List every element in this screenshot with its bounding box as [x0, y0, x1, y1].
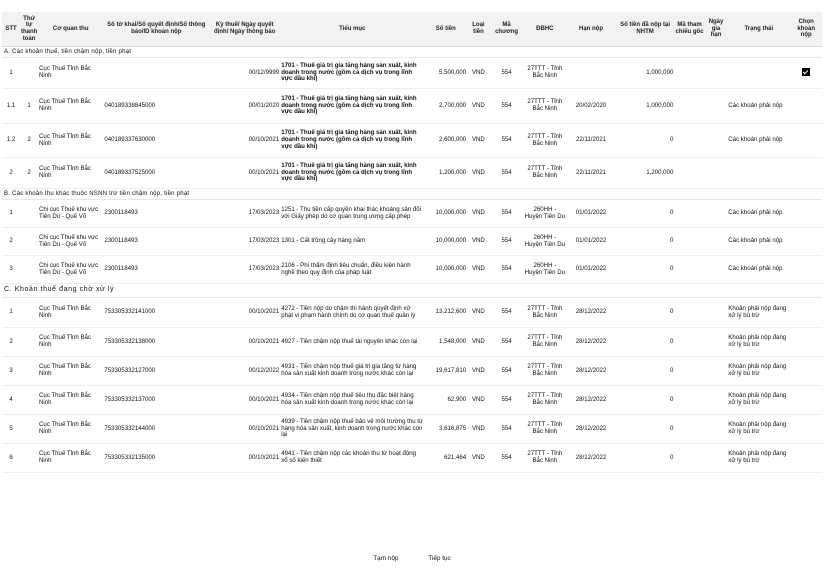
- table-row: [2, 256, 822, 284]
- col-stt: STT: [2, 12, 20, 47]
- cell-ngay-gia-han: [705, 386, 728, 415]
- cell-loai-tien: VND: [467, 256, 490, 284]
- cell-so-tien-nhtm: 0: [616, 386, 675, 415]
- col-tieu-muc: Tiểu mục: [280, 12, 424, 47]
- cell-so-to-khai: [103, 58, 209, 89]
- cell-tieu-muc: 4939 - Tiền chậm nộp thuế bảo vệ môi trường thu từ hàng hóa sản xuất, kinh doanh trong nước khác còn lại: [280, 415, 424, 444]
- cell-so-tien: 2,700,000: [424, 89, 467, 124]
- cell-stt: 4: [2, 386, 20, 415]
- cell-ky-thue: 00/10/2021: [209, 444, 280, 473]
- cell-so-to-khai: 753305332138000: [103, 328, 209, 357]
- cell-co-quan: Chi cục Thuế khu vực Tiên Du - Quế Võ: [38, 256, 103, 284]
- cell-so-tien-nhtm: 0: [616, 444, 675, 473]
- cell-stt: 3: [2, 357, 20, 386]
- cell-han-nop: 28/12/2022: [566, 357, 616, 386]
- cell-co-quan: Chi cục Thuế khu vực Tiên Du - Quế Võ: [38, 228, 103, 256]
- cell-ma-tham-chieu: [674, 386, 704, 415]
- cell-ma-tham-chieu: [674, 357, 704, 386]
- cell-loai-tien: VND: [467, 386, 490, 415]
- cell-so-to-khai: 040189338845000: [103, 89, 209, 124]
- section-title: A. Các khoản thuế, tiền chậm nộp, tiền phạt: [2, 47, 822, 58]
- cell-so-to-khai: 753305332144000: [103, 415, 209, 444]
- cell-so-tien: 621,464: [424, 444, 467, 473]
- cell-trang-thai: Khoản phải nộp đang xử lý bù trừ: [727, 328, 790, 357]
- cell-dbhc: 27TTT - Tỉnh Bắc Ninh: [523, 386, 566, 415]
- cell-tieu-muc: 1251 - Thu tiền cấp quyền khai thác khoáng sản đối với Giấy phép do cơ quan trung ương cấp phép: [280, 200, 424, 228]
- cell-ma-tham-chieu: [674, 415, 704, 444]
- cell-han-nop: 22/11/2021: [566, 124, 616, 158]
- cell-han-nop: 01/01/2022: [566, 256, 616, 284]
- cell-chon-khoan-nop: [790, 228, 822, 256]
- cell-ngay-gia-han: [705, 124, 728, 158]
- cell-dbhc: 260HH - Huyện Tiên Du: [523, 256, 566, 284]
- cell-so-tien-nhtm: 0: [616, 357, 675, 386]
- table-row: [2, 386, 822, 415]
- cell-so-to-khai: 2300118493: [103, 200, 209, 228]
- section-header-c: [2, 284, 822, 298]
- cell-stt: 2: [2, 328, 20, 357]
- cell-so-to-khai: 2300118493: [103, 256, 209, 284]
- cell-tieu-muc: 4927 - Tiền chậm nộp thuế tài nguyên khác còn lại: [280, 328, 424, 357]
- cell-loai-tien: VND: [467, 328, 490, 357]
- cell-so-to-khai: 040189337630000: [103, 124, 209, 158]
- cell-han-nop: 01/01/2022: [566, 228, 616, 256]
- table-row: [2, 298, 822, 328]
- cell-thu-tu: [20, 444, 38, 473]
- cell-ky-thue: 00/10/2021: [209, 158, 280, 189]
- cell-han-nop: 28/12/2022: [566, 415, 616, 444]
- cell-dbhc: 27TTT - Tỉnh Bắc Ninh: [523, 298, 566, 328]
- cell-han-nop: 20/02/2020: [566, 89, 616, 124]
- cell-ma-tham-chieu: [674, 298, 704, 328]
- cell-so-tien: 10,000,000: [424, 256, 467, 284]
- table-header-row: [2, 12, 822, 47]
- cell-dbhc: 260HH - Huyện Tiên Du: [523, 200, 566, 228]
- cell-ky-thue: 00/10/2021: [209, 328, 280, 357]
- cell-so-tien: 3,616,875: [424, 415, 467, 444]
- cell-ma-chuong: 554: [490, 298, 524, 328]
- cell-stt: 1: [2, 58, 20, 89]
- cell-stt: 1.2: [2, 124, 20, 158]
- cell-loai-tien: VND: [467, 158, 490, 189]
- cell-loai-tien: VND: [467, 444, 490, 473]
- cell-so-tien-nhtm: 0: [616, 228, 675, 256]
- cell-ngay-gia-han: [705, 200, 728, 228]
- cell-thu-tu: 2: [20, 158, 38, 189]
- cell-so-tien: 62,900: [424, 386, 467, 415]
- cell-tieu-muc: 1701 - Thuế giá trị gia tăng hàng sản xuất, kinh doanh trong nước (gồm cả dịch vụ trong lĩnh vực dầu khí): [280, 89, 424, 124]
- cell-dbhc: 27TTT - Tỉnh Bắc Ninh: [523, 444, 566, 473]
- cell-ky-thue: 00/10/2021: [209, 415, 280, 444]
- cell-thu-tu: [20, 386, 38, 415]
- cell-so-tien: 19,617,810: [424, 357, 467, 386]
- col-thu-tu: Thứ tự thanh toán: [20, 12, 38, 47]
- cell-chon-khoan-nop: [790, 200, 822, 228]
- cell-ngay-gia-han: [705, 298, 728, 328]
- cell-tieu-muc: 1701 - Thuế giá trị gia tăng hàng sản xuất, kinh doanh trong nước (gồm cả dịch vụ trong lĩnh vực dầu khí): [280, 158, 424, 189]
- cell-chon-khoan-nop: [790, 328, 822, 357]
- cell-dbhc: 27TTT - Tỉnh Bắc Ninh: [523, 328, 566, 357]
- cell-tieu-muc: 4272 - Tiền nộp do chậm thi hành quyết định xử phạt vi phạm hành chính do cơ quan thuế quản lý: [280, 298, 424, 328]
- cell-so-to-khai: 2300118493: [103, 228, 209, 256]
- cell-chon-khoan-nop: [790, 415, 822, 444]
- cell-co-quan: Cục Thuế Tỉnh Bắc Ninh: [38, 386, 103, 415]
- cell-trang-thai: Khoản phải nộp đang xử lý bù trừ: [727, 415, 790, 444]
- cell-loai-tien: VND: [467, 357, 490, 386]
- cell-trang-thai: Các khoản phải nộp: [727, 124, 790, 158]
- cell-dbhc: 27TTT - Tỉnh Bắc Ninh: [523, 158, 566, 189]
- cell-ngay-gia-han: [705, 58, 728, 89]
- cell-ma-chuong: 554: [490, 444, 524, 473]
- table-row: [2, 89, 822, 124]
- cell-thu-tu: [20, 357, 38, 386]
- cell-ma-chuong: 554: [490, 228, 524, 256]
- cell-ma-chuong: 554: [490, 89, 524, 124]
- cell-so-tien-nhtm: 0: [616, 328, 675, 357]
- cell-co-quan: Cục Thuế Tỉnh Bắc Ninh: [38, 415, 103, 444]
- cell-ma-chuong: 554: [490, 158, 524, 189]
- cell-co-quan: Cục Thuế Tỉnh Bắc Ninh: [38, 58, 103, 89]
- cell-ky-thue: 17/03/2023: [209, 200, 280, 228]
- cell-ma-chuong: 554: [490, 328, 524, 357]
- cell-stt: 3: [2, 256, 20, 284]
- footer-actions: [0, 555, 824, 562]
- cell-thu-tu: [20, 328, 38, 357]
- section-header-b: [2, 189, 822, 200]
- cell-ma-tham-chieu: [674, 328, 704, 357]
- col-ky-thue: Kỳ thuế/ Ngày quyết định/ Ngày thông báo: [209, 12, 280, 47]
- cell-so-tien: 5,500,000: [424, 58, 467, 89]
- cell-chon-khoan-nop: [790, 256, 822, 284]
- cell-so-tien-nhtm: 1,000,000: [616, 58, 675, 89]
- col-han-nop: Hạn nộp: [566, 12, 616, 47]
- cell-co-quan: Cục Thuế Tỉnh Bắc Ninh: [38, 357, 103, 386]
- cell-ky-thue: 17/03/2023: [209, 228, 280, 256]
- cell-tieu-muc: 1701 - Thuế giá trị gia tăng hàng sản xuất, kinh doanh trong nước (gồm cả dịch vụ trong lĩnh vực dầu khí): [280, 58, 424, 89]
- cell-ky-thue: 00/12/2022: [209, 357, 280, 386]
- col-so-tien-nhtm: Số tiền đã nộp tại NHTM: [616, 12, 675, 47]
- cell-ky-thue: 00/10/2021: [209, 386, 280, 415]
- cell-ngay-gia-han: [705, 256, 728, 284]
- cell-co-quan: Cục Thuế Tỉnh Bắc Ninh: [38, 124, 103, 158]
- cell-thu-tu: [20, 256, 38, 284]
- col-ma-chuong: Mã chương: [490, 12, 524, 47]
- cell-so-tien-nhtm: 1,000,000: [616, 89, 675, 124]
- col-ngay-gia-han: Ngày gia hạn: [705, 12, 728, 47]
- cell-so-to-khai: 753305332135000: [103, 444, 209, 473]
- cell-loai-tien: VND: [467, 124, 490, 158]
- cell-co-quan: Chi cục Thuế khu vực Tiên Du - Quế Võ: [38, 200, 103, 228]
- cell-ngay-gia-han: [705, 228, 728, 256]
- cell-dbhc: 27TTT - Tỉnh Bắc Ninh: [523, 124, 566, 158]
- cell-stt: 1: [2, 298, 20, 328]
- cell-chon-khoan-nop: [790, 89, 822, 124]
- tiep-tuc-button[interactable]: Tiếp tục: [428, 555, 451, 562]
- cell-thu-tu: 2: [20, 124, 38, 158]
- cell-so-tien: 2,600,000: [424, 124, 467, 158]
- cell-ma-chuong: 554: [490, 124, 524, 158]
- cell-chon-khoan-nop: [790, 386, 822, 415]
- table-row: [2, 158, 822, 189]
- cell-so-tien-nhtm: 0: [616, 415, 675, 444]
- cell-thu-tu: 1: [20, 89, 38, 124]
- cell-so-tien: 13,212,600: [424, 298, 467, 328]
- table-row: [2, 200, 822, 228]
- cell-thu-tu: [20, 58, 38, 89]
- cell-so-to-khai: 040189337525000: [103, 158, 209, 189]
- cell-trang-thai: Khoản phải nộp đang xử lý bù trừ: [727, 444, 790, 473]
- cell-trang-thai: Các khoản phải nộp: [727, 89, 790, 124]
- cell-thu-tu: [20, 415, 38, 444]
- cell-ngay-gia-han: [705, 415, 728, 444]
- cell-ky-thue: 00/10/2021: [209, 298, 280, 328]
- tam-nop-button[interactable]: Tạm nộp: [373, 555, 399, 562]
- cell-so-tien-nhtm: 0: [616, 256, 675, 284]
- col-co-quan-thu: Cơ quan thu: [38, 12, 103, 47]
- cell-han-nop: 28/12/2022: [566, 328, 616, 357]
- cell-ngay-gia-han: [705, 328, 728, 357]
- cell-co-quan: Cục Thuế Tỉnh Bắc Ninh: [38, 298, 103, 328]
- col-dbhc: ĐBHC: [523, 12, 566, 47]
- table-row: [2, 228, 822, 256]
- cell-ma-tham-chieu: [674, 58, 704, 89]
- cell-stt: 2: [2, 228, 20, 256]
- cell-trang-thai: Khoản phải nộp đang xử lý bù trừ: [727, 386, 790, 415]
- cell-ky-thue: 17/03/2023: [209, 256, 280, 284]
- cell-han-nop: [566, 58, 616, 89]
- cell-ma-chuong: 554: [490, 386, 524, 415]
- table-row: [2, 124, 822, 158]
- cell-so-tien-nhtm: 0: [616, 124, 675, 158]
- cell-ma-tham-chieu: [674, 228, 704, 256]
- col-loai-tien: Loại tiền: [467, 12, 490, 47]
- cell-ma-chuong: 554: [490, 357, 524, 386]
- cell-chon-khoan-nop: [790, 158, 822, 189]
- cell-co-quan: Cục Thuế Tỉnh Bắc Ninh: [38, 328, 103, 357]
- col-trang-thai: Trạng thái: [727, 12, 790, 47]
- cell-ky-thue: 00/01/2020: [209, 89, 280, 124]
- cell-loai-tien: VND: [467, 89, 490, 124]
- cell-so-to-khai: 753305332141000: [103, 298, 209, 328]
- cell-tieu-muc: 4931 - Tiền chậm nộp thuế giá trị gia tăng từ hàng hóa sản xuất kinh doanh trong nước khác còn lại: [280, 357, 424, 386]
- cell-ma-tham-chieu: [674, 200, 704, 228]
- cell-trang-thai: Các khoản phải nộp: [727, 256, 790, 284]
- cell-han-nop: 28/12/2022: [566, 444, 616, 473]
- cell-han-nop: 28/12/2022: [566, 386, 616, 415]
- cell-loai-tien: VND: [467, 228, 490, 256]
- cell-so-to-khai: 753305332127000: [103, 357, 209, 386]
- cell-ma-chuong: 554: [490, 200, 524, 228]
- cell-stt: 2: [2, 158, 20, 189]
- table-row: [2, 357, 822, 386]
- cell-chon-khoan-nop: [790, 124, 822, 158]
- cell-ma-chuong: 554: [490, 256, 524, 284]
- cell-co-quan: Cục Thuế Tỉnh Bắc Ninh: [38, 158, 103, 189]
- cell-dbhc: 27TTT - Tỉnh Bắc Ninh: [523, 58, 566, 89]
- section-title: B. Các khoản thu khác thuộc NSNN trừ tiền chậm nộp, tiền phạt: [2, 189, 822, 200]
- cell-so-to-khai: 753305332137000: [103, 386, 209, 415]
- cell-han-nop: 01/01/2022: [566, 200, 616, 228]
- cell-han-nop: 22/11/2021: [566, 158, 616, 189]
- cell-thu-tu: [20, 298, 38, 328]
- cell-trang-thai: Các khoản phải nộp: [727, 228, 790, 256]
- cell-thu-tu: [20, 228, 38, 256]
- section-title: C. Khoản thuế đang chờ xử lý: [2, 284, 822, 298]
- cell-tieu-muc: 4941 - Tiền chậm nộp các khoản thu từ hoạt động xổ số kiến thiết: [280, 444, 424, 473]
- cell-loai-tien: VND: [467, 415, 490, 444]
- col-chon-khoan-nop: Chọn khoản nộp: [790, 12, 822, 47]
- cell-so-tien: 10,000,000: [424, 200, 467, 228]
- cell-so-tien-nhtm: 0: [616, 298, 675, 328]
- cell-dbhc: 260HH - Huyện Tiên Du: [523, 228, 566, 256]
- cell-so-tien: 1,200,000: [424, 158, 467, 189]
- col-ma-tham-chieu: Mã tham chiếu gốc: [674, 12, 704, 47]
- cell-co-quan: Cục Thuế Tỉnh Bắc Ninh: [38, 444, 103, 473]
- cell-ma-tham-chieu: [674, 89, 704, 124]
- section-header-a: [2, 47, 822, 58]
- cell-thu-tu: [20, 200, 38, 228]
- cell-ngay-gia-han: [705, 89, 728, 124]
- col-so-to-khai: Số tờ khai/Số quyết định/Số thông báo/ID khoản nộp: [103, 12, 209, 47]
- cell-ma-chuong: 554: [490, 58, 524, 89]
- cell-ngay-gia-han: [705, 158, 728, 189]
- tax-obligations-table: [2, 12, 822, 473]
- cell-dbhc: 27TTT - Tỉnh Bắc Ninh: [523, 357, 566, 386]
- col-so-tien: Số tiền: [424, 12, 467, 47]
- cell-ma-chuong: 554: [490, 415, 524, 444]
- select-payment-checkbox[interactable]: [802, 68, 810, 76]
- cell-trang-thai: [727, 58, 790, 89]
- cell-trang-thai: Khoản phải nộp đang xử lý bù trừ: [727, 298, 790, 328]
- cell-chon-khoan-nop: [790, 444, 822, 473]
- cell-tieu-muc: 1701 - Thuế giá trị gia tăng hàng sản xuất, kinh doanh trong nước (gồm cả dịch vụ trong lĩnh vực dầu khí): [280, 124, 424, 158]
- cell-chon-khoan-nop: [790, 58, 822, 89]
- cell-so-tien-nhtm: 0: [616, 200, 675, 228]
- cell-so-tien-nhtm: 1,200,000: [616, 158, 675, 189]
- cell-stt: 1: [2, 200, 20, 228]
- cell-han-nop: 28/12/2022: [566, 298, 616, 328]
- table-row: [2, 444, 822, 473]
- cell-trang-thai: Các khoản phải nộp: [727, 200, 790, 228]
- cell-chon-khoan-nop: [790, 298, 822, 328]
- cell-co-quan: Cục Thuế Tỉnh Bắc Ninh: [38, 89, 103, 124]
- cell-so-tien: 1,548,000: [424, 328, 467, 357]
- cell-dbhc: 27TTT - Tỉnh Bắc Ninh: [523, 415, 566, 444]
- cell-loai-tien: VND: [467, 58, 490, 89]
- cell-loai-tien: VND: [467, 200, 490, 228]
- cell-loai-tien: VND: [467, 298, 490, 328]
- cell-ma-tham-chieu: [674, 444, 704, 473]
- cell-dbhc: 27TTT - Tỉnh Bắc Ninh: [523, 89, 566, 124]
- cell-so-tien: 10,000,000: [424, 228, 467, 256]
- cell-chon-khoan-nop: [790, 357, 822, 386]
- cell-ngay-gia-han: [705, 444, 728, 473]
- cell-stt: 5: [2, 415, 20, 444]
- cell-ma-tham-chieu: [674, 158, 704, 189]
- cell-trang-thai: Khoản phải nộp đang xử lý bù trừ: [727, 357, 790, 386]
- cell-ma-tham-chieu: [674, 256, 704, 284]
- cell-stt: 1.1: [2, 89, 20, 124]
- table-row: [2, 328, 822, 357]
- cell-tieu-muc: 1301 - Cất trồng cây hàng năm: [280, 228, 424, 256]
- cell-tieu-muc: 4934 - Tiền chậm nộp thuế tiêu thụ đặc biệt hàng hóa sản xuất kinh doanh trong nước khác còn lại: [280, 386, 424, 415]
- cell-ky-thue: 00/12/9999: [209, 58, 280, 89]
- cell-trang-thai: [727, 158, 790, 189]
- table-row: [2, 58, 822, 89]
- cell-ky-thue: 00/10/2021: [209, 124, 280, 158]
- cell-tieu-muc: 2106 - Phí thẩm định tiêu chuẩn, điều kiện hành nghề theo quy định của pháp luật: [280, 256, 424, 284]
- table-row: [2, 415, 822, 444]
- cell-stt: 6: [2, 444, 20, 473]
- cell-ngay-gia-han: [705, 357, 728, 386]
- cell-ma-tham-chieu: [674, 124, 704, 158]
